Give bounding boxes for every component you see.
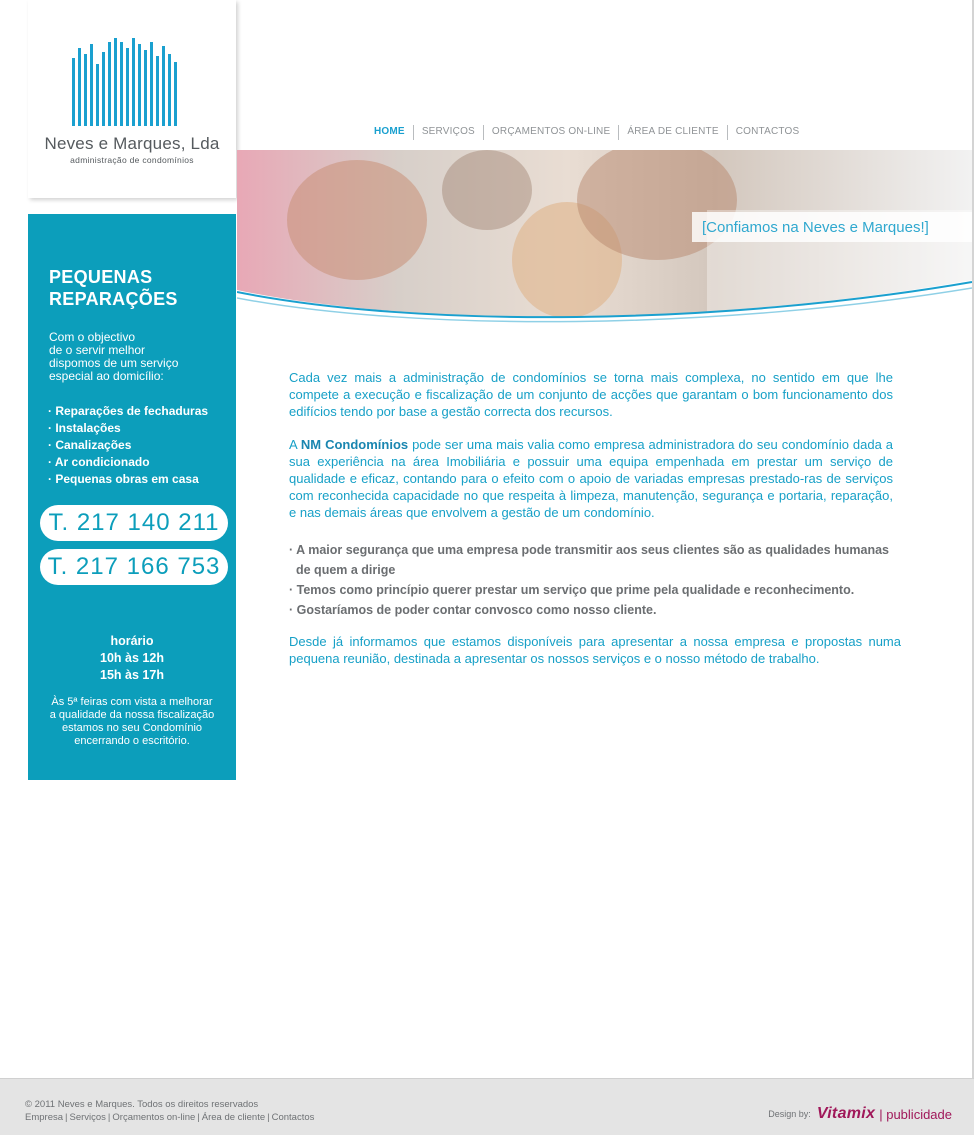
values-list: [289, 540, 909, 620]
company-name: NM Condomínios: [300, 437, 409, 452]
main-nav: [366, 124, 807, 140]
list-item: de quem a dirige: [296, 563, 396, 577]
note-line: estamos no seu Condomínio: [61, 722, 203, 734]
phone-1-button[interactable]: T. 217 140 211: [40, 505, 228, 541]
list-item: · Canalizações: [48, 438, 132, 452]
list-item: · Ar condicionado: [48, 455, 150, 469]
footer-link-divider: |: [107, 1112, 111, 1123]
hero-wave: [237, 270, 972, 330]
services-list: [48, 403, 208, 488]
logo-name: Neves e Marques, Lda: [44, 134, 220, 153]
logo-subtitle: administração de condomínios: [70, 155, 194, 165]
footer-links: [25, 1112, 314, 1123]
vitamix-logo: Vitamix: [816, 1105, 876, 1122]
footer-link-divider: |: [267, 1112, 270, 1123]
paragraph-text: pode ser uma mais valia como empresa administradora do seu condomínio dada a sua experiência na área Imobiliária e possuir uma equipa empenhada em prestar um serviço de qualidade e eficaz, contando para o efeito com o apoio de variadas empresas prestado-ras de serviços com reconhecida capacidade no que respeita à limpeza, manutenção, segurança e portaria, reparação, e nas demais áreas que envolvem a gestão de um condomínio.: [289, 437, 893, 520]
sidebar-title-line: PEQUENAS: [49, 267, 153, 287]
closing-paragraph: Desde já informamos que estamos disponíveis para apresentar a nossa empresa e propostas numa pequena reunião, destinada a apresentar os nossos serviços e o nosso método de trabalho.: [289, 634, 901, 666]
sidebar-title-line: REPARAÇÕES: [49, 289, 178, 309]
list-item: · Pequenas obras em casa: [48, 472, 199, 486]
list-item: · Instalações: [48, 421, 121, 435]
footer-link-empresa[interactable]: Empresa: [25, 1112, 64, 1123]
vitamix-suffix: | publicidade: [879, 1106, 952, 1122]
footer-link-orcamentos[interactable]: Orçamentos on-line: [112, 1112, 196, 1123]
nav-orcamentos[interactable]: ORÇAMENTOS ON-LINE: [491, 126, 611, 137]
building-bars-icon: [72, 34, 192, 130]
list-item: · Gostaríamos de poder contar convosco como nosso cliente.: [289, 603, 657, 617]
nav-servicos[interactable]: SERVIÇOS: [421, 126, 475, 137]
list-item: · Temos como princípio querer prestar um serviço que prime pela qualidade e reconhecimento.: [289, 583, 855, 597]
footer: [0, 1078, 974, 1135]
hero-banner: [237, 150, 972, 330]
paragraph-text: A: [289, 437, 301, 452]
copyright: © 2011 Neves e Marques. Todos os direitos reservados: [25, 1099, 259, 1110]
nav-home[interactable]: HOME: [374, 126, 405, 137]
sidebar-intro-line: especial ao domicílio:: [49, 369, 164, 383]
logo[interactable]: [28, 0, 236, 198]
note-line: Às 5ª feiras com vista a melhorar: [51, 696, 213, 708]
note-line: a qualidade da nossa fiscalização: [49, 709, 215, 721]
design-by-label: Design by:: [768, 1109, 811, 1119]
sidebar-intro-line: de o servir melhor: [49, 343, 146, 357]
company-paragraph: [289, 436, 893, 521]
list-item: · Reparações de fechaduras: [48, 404, 209, 418]
designer-credit[interactable]: [768, 1105, 952, 1123]
hours-value: 15h às 17h: [100, 668, 164, 682]
hero-tagline: [Confiamos na Neves e Marques!]: [692, 212, 972, 242]
nav-area-cliente[interactable]: ÁREA DE CLIENTE: [627, 126, 719, 137]
nav-contactos[interactable]: CONTACTOS: [735, 126, 800, 137]
sidebar-title: [49, 266, 229, 310]
hours-value: 10h às 12h: [100, 651, 164, 665]
sidebar-intro: [49, 331, 209, 383]
footer-link-servicos[interactable]: Serviços: [69, 1112, 106, 1123]
sidebar-note: [38, 696, 226, 748]
footer-link-divider: |: [65, 1112, 68, 1123]
note-line: encerrando o escritório.: [74, 735, 190, 747]
sidebar-intro-line: Com o objectivo: [49, 330, 136, 344]
opening-hours: [28, 633, 236, 684]
phone-2-button[interactable]: T. 217 166 753: [40, 549, 228, 585]
footer-link-area-cliente[interactable]: Área de cliente: [201, 1112, 266, 1123]
sidebar-intro-line: dispomos de um serviço: [49, 356, 179, 370]
intro-paragraph: Cada vez mais a administração de condomínios se torna mais complexa, no sentido em que lhe compete a execução e fiscalização de um conjunto de acções que garantam o bom funcionamento dos edifícios tendo por base a gestão correcta dos recursos.: [289, 370, 893, 419]
footer-link-contactos[interactable]: Contactos: [271, 1112, 315, 1123]
list-item: · A maior segurança que uma empresa pode transmitir aos seus clientes são as qualidades humanas: [289, 543, 889, 557]
footer-link-divider: |: [197, 1112, 200, 1123]
sidebar-repairs: [28, 214, 236, 780]
hours-label: horário: [110, 634, 154, 648]
